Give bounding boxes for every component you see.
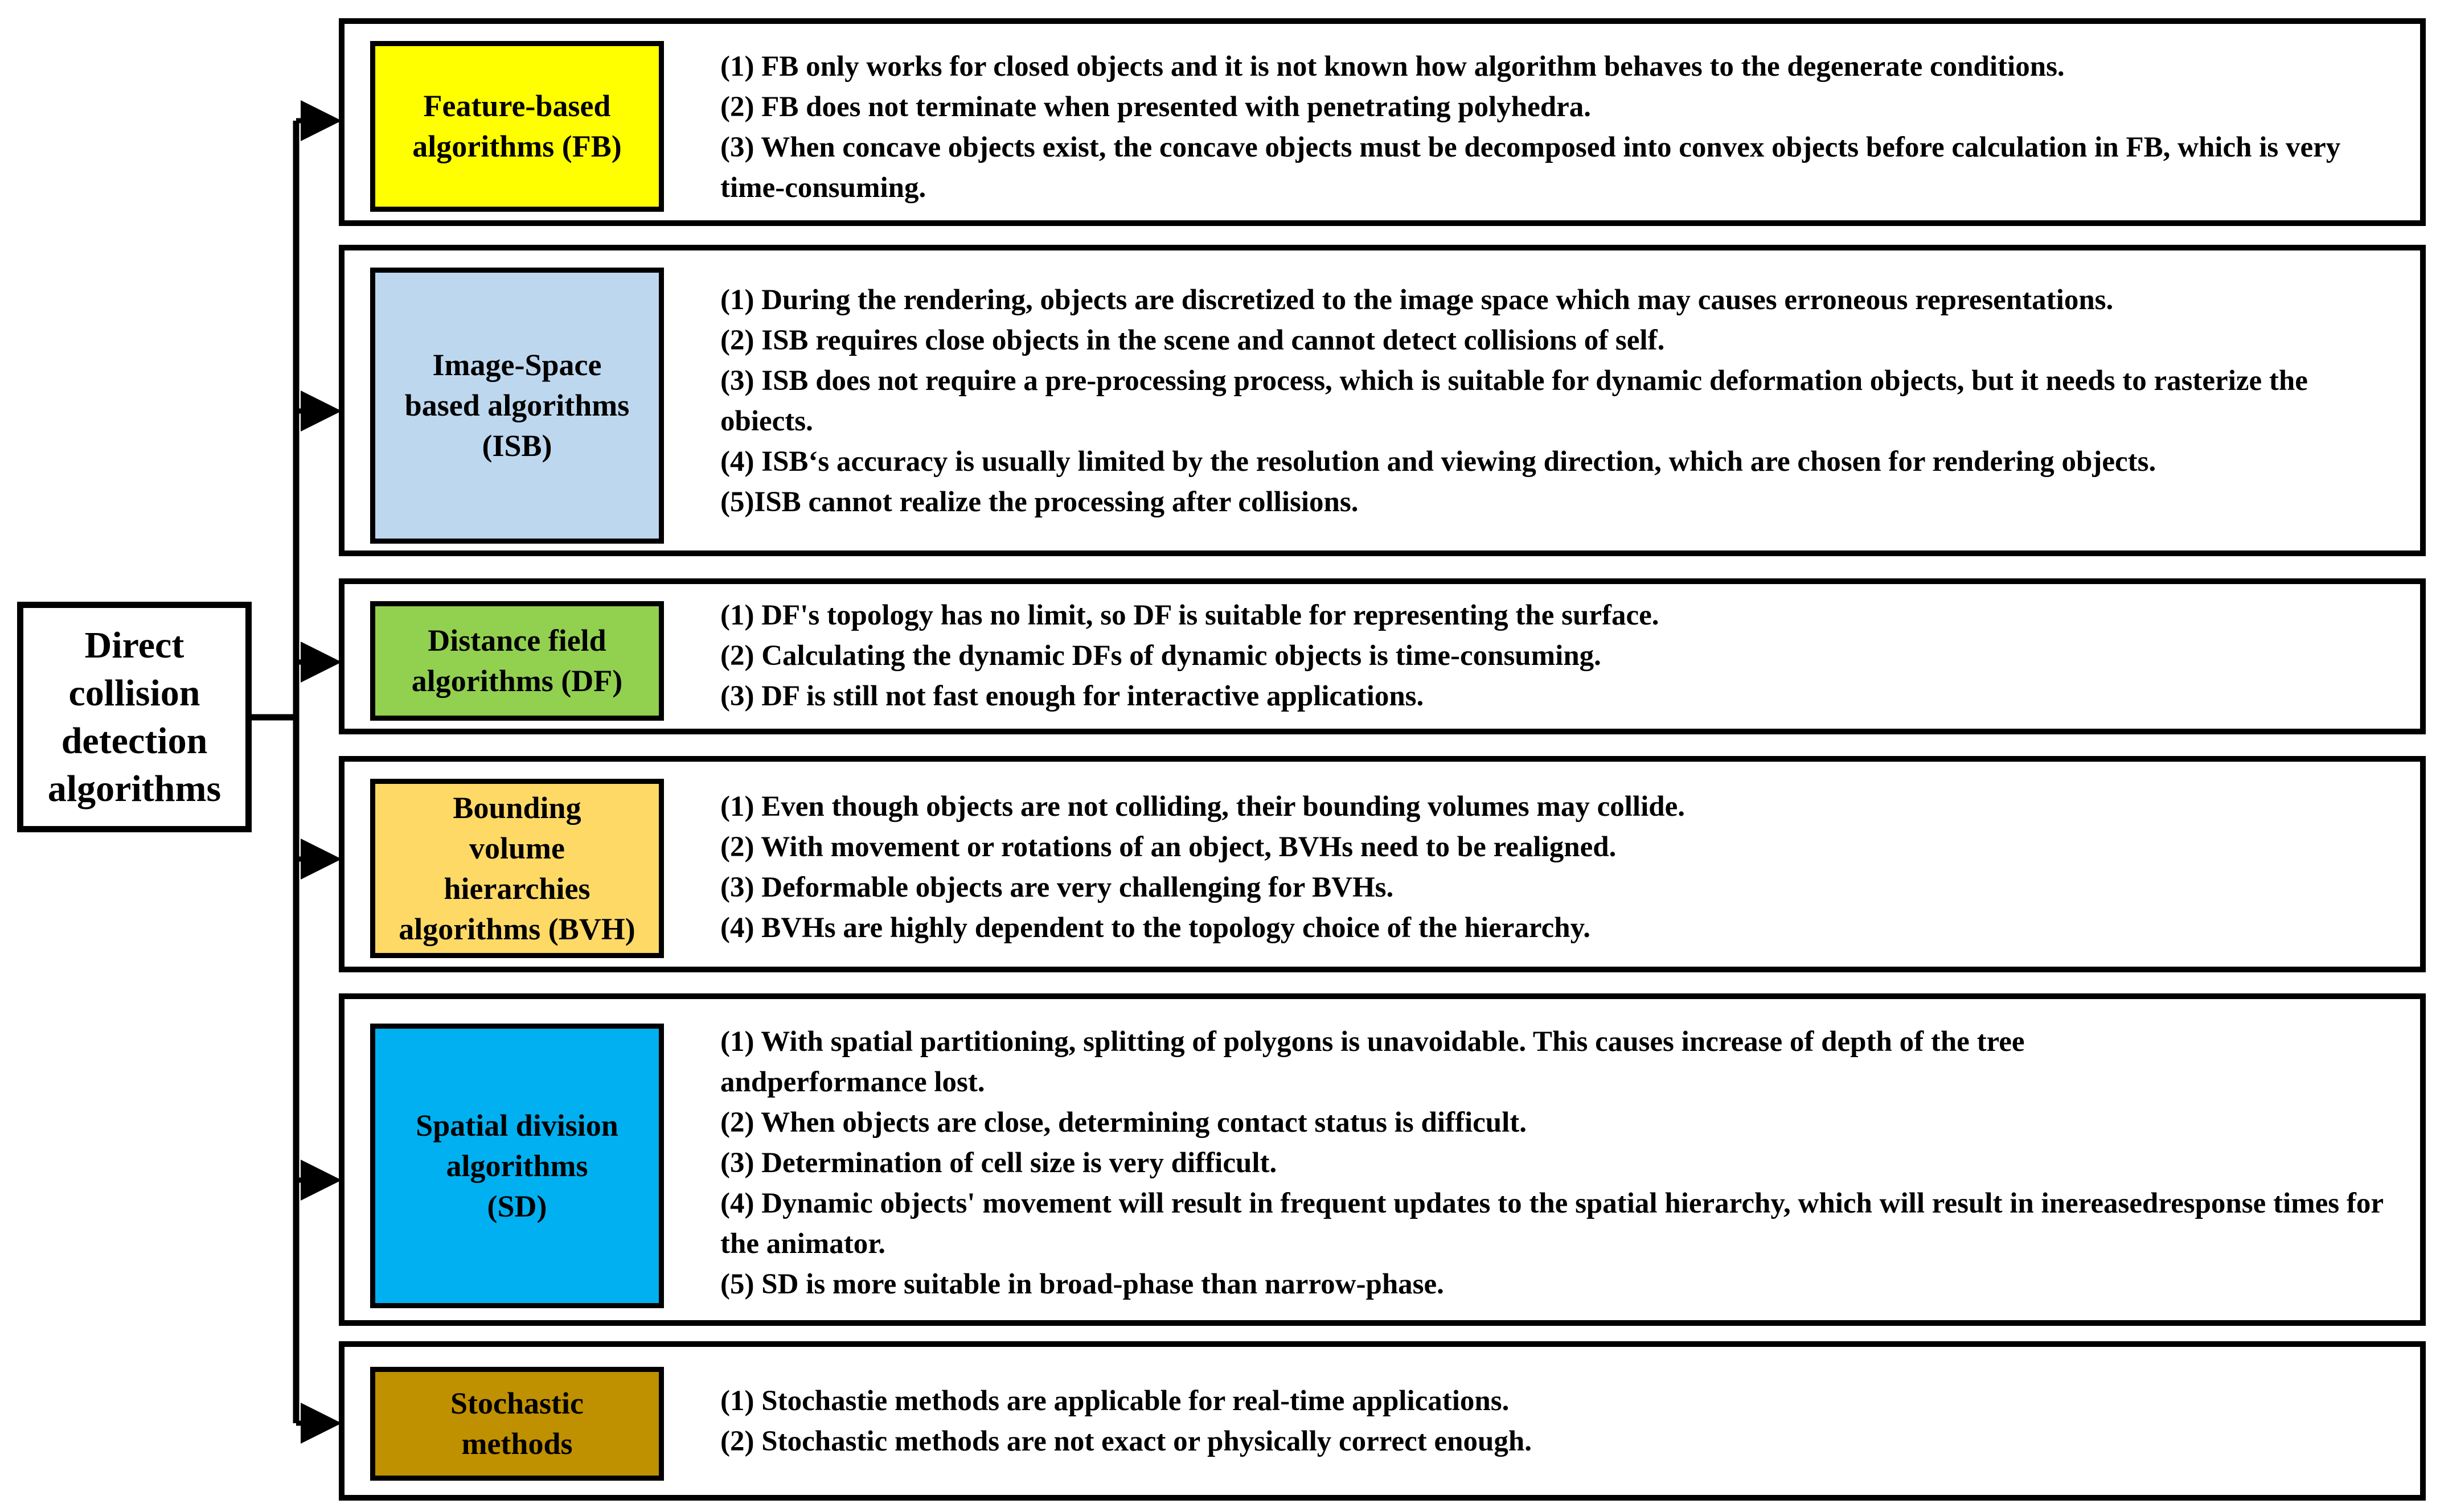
group-isb (339, 245, 2426, 556)
description-item: (2) FB does not terminate when presented with penetrating polyhedra. (720, 91, 1591, 123)
description-list-fb (720, 47, 2397, 208)
description-item: (1) FB only works for closed objects and it is not known how algorithm behaves to the degenerate conditions. (720, 51, 2065, 83)
category-box-sd (370, 1024, 664, 1308)
description-list-bvh (720, 787, 2397, 948)
category-label-sd: Spatial division algorithms (SD) (416, 1108, 618, 1223)
description-item: (3) When concave objects exist, the concave objects must be decomposed into convex objects before calculation in FB, which is very time-consuming. (720, 132, 2341, 204)
category-label-stochastic: Stochastic methods (450, 1386, 584, 1461)
description-list-sd (720, 1022, 2397, 1305)
category-box-stochastic (370, 1367, 664, 1481)
group-fb (339, 18, 2426, 226)
root-label: Direct collision detection algorithms (47, 624, 222, 810)
group-stochastic (339, 1341, 2426, 1501)
description-item: (1) DF's topology has no limit, so DF is suitable for representing the surface. (720, 599, 1659, 631)
category-label-fb: Feature-based algorithms (FB) (412, 89, 622, 163)
description-item: (4) ISB‘s accuracy is usually limited by the resolution and viewing direction, which are chosen for rendering objects. (720, 446, 2156, 478)
description-item: (1) Even though objects are not colliding, their bounding volumes may collide. (720, 791, 1685, 823)
description-list-df (720, 595, 2397, 717)
description-item: (2) Stochastic methods are not exact or physically correct enough. (720, 1425, 1532, 1457)
description-item: (3) ISB does not require a pre-processing process, which is suitable for dynamic deformation objects, but it needs to rasterize the obiects. (720, 365, 2308, 437)
root-node (17, 602, 252, 832)
group-sd (339, 993, 2426, 1326)
description-item: (5)ISB cannot realize the processing after collisions. (720, 486, 1359, 518)
category-label-isb: Image-Space based algorithms (ISB) (404, 348, 630, 463)
category-box-df (370, 601, 664, 721)
description-item: (1) During the rendering, objects are discretized to the image space which may causes erroneous representations. (720, 284, 2114, 316)
category-box-bvh (370, 779, 664, 958)
group-bvh (339, 756, 2426, 972)
description-item: (3) DF is still not fast enough for interactive applications. (720, 680, 1424, 712)
description-item: (2) ISB requires close objects in the scene and cannot detect collisions of self. (720, 324, 1665, 356)
description-item: (3) Determination of cell size is very difficult. (720, 1147, 1277, 1179)
description-item: (2) Calculating the dynamic DFs of dynamic objects is time-consuming. (720, 640, 1601, 672)
description-item: (5) SD is more suitable in broad-phase than narrow-phase. (720, 1268, 1444, 1300)
description-item: (4) Dynamic objects' movement will result in frequent updates to the spatial hierarchy, which will result in inereasedresponse times for the animator. (720, 1188, 2384, 1260)
category-box-isb (370, 268, 664, 544)
description-list-stochastic (720, 1381, 2397, 1462)
description-list-isb (720, 280, 2397, 523)
description-item: (1) Stochastie methods are applicable for real-time applications. (720, 1385, 1510, 1417)
category-label-bvh: Bounding volume hierarchies algorithms (BVH) (399, 790, 635, 946)
description-item: (2) When objects are close, determining contact status is difficult. (720, 1107, 1527, 1139)
category-box-fb (370, 41, 664, 212)
description-item: (4) BVHs are highly dependent to the topology choice of the hierarchy. (720, 912, 1591, 944)
description-item: (1) With spatial partitioning, splitting of polygons is unavoidable. This causes increase of depth of the tree andperformance lost. (720, 1026, 2025, 1098)
group-df (339, 578, 2426, 734)
category-label-df: Distance field algorithms (DF) (411, 623, 623, 698)
description-item: (2) With movement or rotations of an object, BVHs need to be realigned. (720, 831, 1617, 863)
description-item: (3) Deformable objects are very challenging for BVHs. (720, 872, 1394, 903)
